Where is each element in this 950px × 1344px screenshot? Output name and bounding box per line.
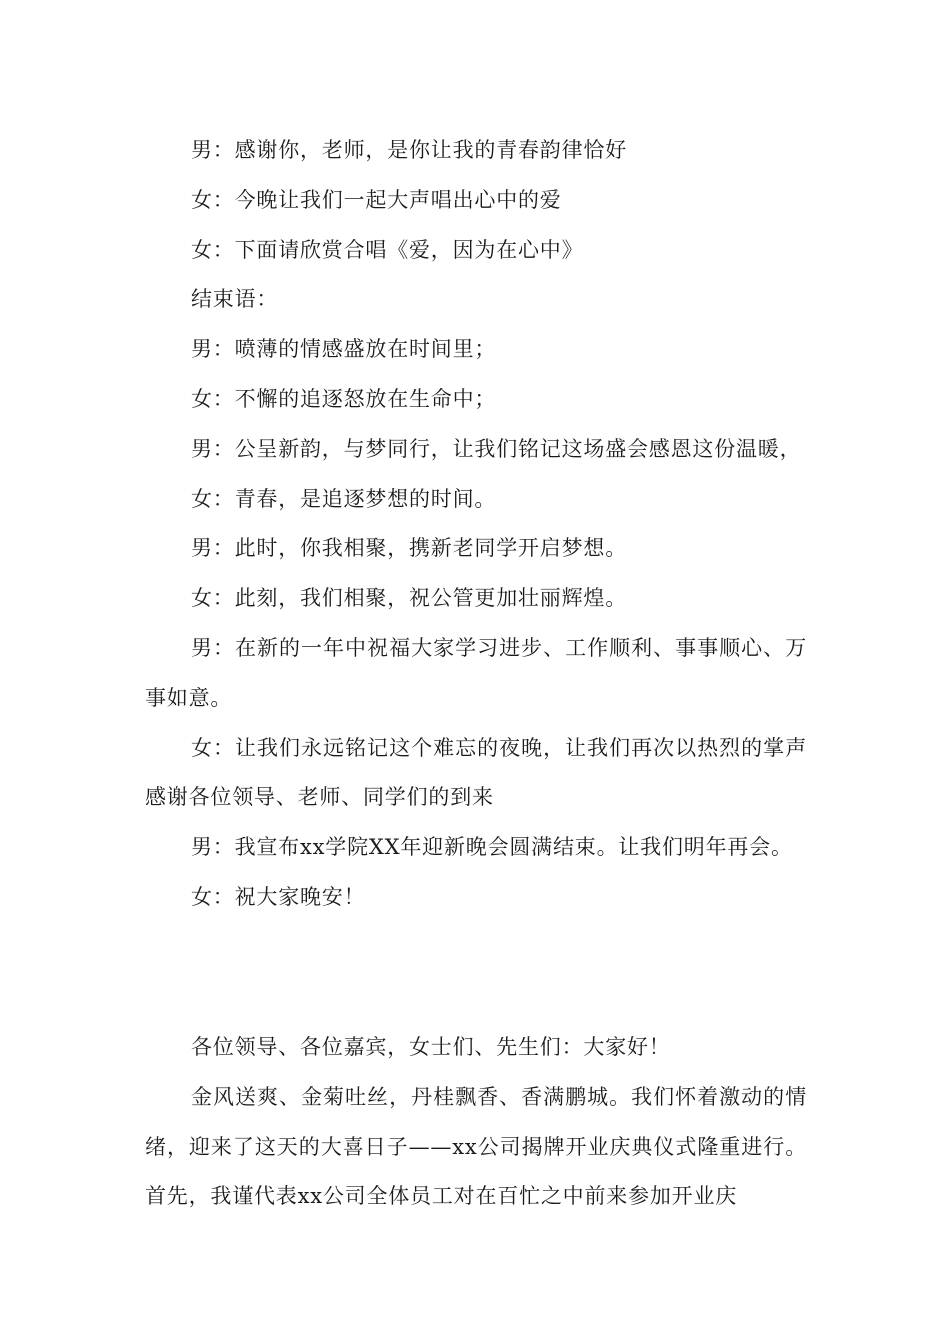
paragraph: 男：此时，你我相聚，携新老同学开启梦想。 [191, 536, 627, 561]
paragraph: 男：我宣布xx学院XX年迎新晚会圆满结束。让我们明年再会。 [191, 835, 793, 860]
paragraph: 女：下面请欣赏合唱《爱，因为在心中》 [191, 237, 584, 262]
paragraph: 金风送爽、金菊吐丝，丹桂飘香、香满鹏城。我们怀着激动的情绪，迎来了这天的大喜日子——xx公司揭牌开业庆典仪式隆重进行。首先，我谨代表xx公司全体员工对在百忙之中前来参加开业庆 [145, 1084, 807, 1209]
greeting-paragraph: 各位领导、各位嘉宾，女士们、先生们：大家好！ [191, 1035, 671, 1059]
section-heading: 结束语： [191, 287, 279, 312]
paragraph: 女：青春，是追逐梦想的时间。 [191, 486, 497, 511]
paragraph: 男：公呈新韵，与梦同行，让我们铭记这场盛会感恩这份温暖， [191, 436, 802, 461]
paragraph: 男：在新的一年中祝福大家学习进步、工作顺利、事事顺心、万事如意。 [145, 635, 807, 710]
paragraph: 女：不懈的追逐怒放在生命中； [191, 386, 497, 411]
paragraph: 女：此刻，我们相聚，祝公管更加壮丽辉煌。 [191, 586, 627, 611]
paragraph: 女：今晚让我们一起大声唱出心中的爱 [191, 187, 562, 212]
closing-remarks-section [145, 126, 807, 923]
paragraph: 男：感谢你，老师，是你让我的青春韵律恰好 [191, 138, 627, 162]
paragraph: 女：祝大家晚安！ [191, 884, 366, 909]
opening-speech-section [145, 1023, 807, 1222]
paragraph: 男：喷薄的情感盛放在时间里； [191, 337, 497, 362]
paragraph: 女：让我们永远铭记这个难忘的夜晚，让我们再次以热烈的掌声感谢各位领导、老师、同学们的到来 [145, 735, 807, 810]
